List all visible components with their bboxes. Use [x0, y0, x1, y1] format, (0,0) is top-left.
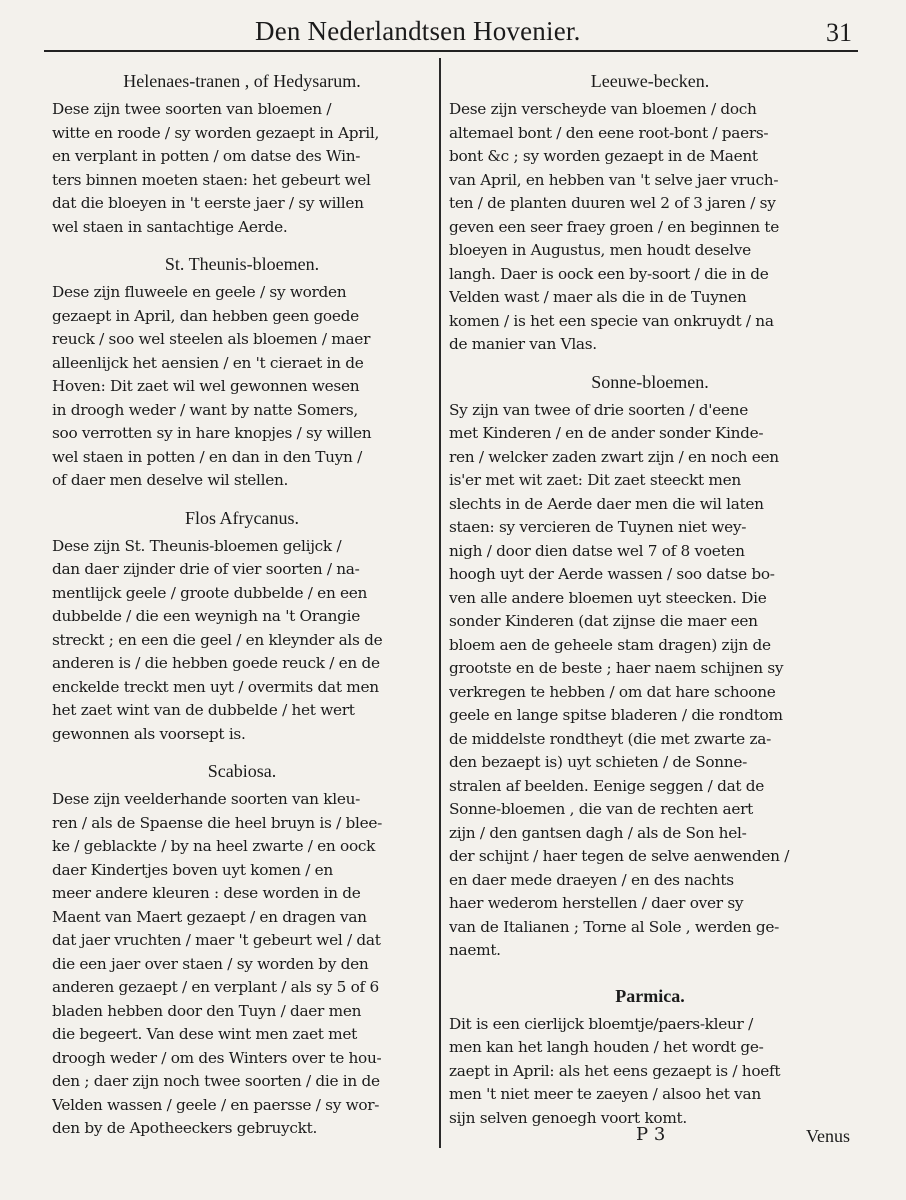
left-column [52, 70, 432, 1141]
text-line: enckelde treckt men uyt / overmits dat men [52, 677, 379, 696]
text-line: met Kinderen / en de ander sonder Kinde- [449, 424, 764, 442]
text-line: is'er met wit zaet: Dit zaet steeckt men [449, 471, 741, 489]
text-line: ven alle andere bloemen uyt steecken. Die [449, 588, 767, 607]
text-line: anderen gezaept / en verplant / als sy 5 of 6 [52, 978, 379, 996]
text-line: verkregen te hebben / om dat hare schoone [449, 682, 776, 701]
text-line: naemt. [449, 941, 501, 959]
text-line: Dit is een cierlijck bloemtje/paers-kleur / [449, 1014, 753, 1033]
text-line: men kan het langh houden / het wordt ge- [449, 1038, 764, 1056]
text-line: dat die bloeyen in 't eerste jaer / sy willen [52, 194, 364, 212]
text-line: geven een seer fraey groen / en beginnen te [449, 217, 780, 236]
text-line: wel staen in santachtige Aerde. [52, 217, 288, 236]
text-line: Dese zijn St. Theunis-bloemen gelijck / [52, 536, 342, 555]
text-line: sonder Kinderen (dat zijnse die maer een [449, 612, 758, 630]
section-parmica [449, 985, 851, 1131]
text-line: dan daer zijnder drie of vier soorten / na- [52, 560, 360, 578]
text-line: haer wederom herstellen / daer over sy [449, 894, 744, 912]
text-line: de manier van Vlas. [449, 335, 597, 353]
text-line: meer andere kleuren : dese worden in de [52, 884, 361, 902]
text-line: Hoven: Dit zaet wil wel gewonnen wesen [52, 377, 360, 395]
section-body [449, 399, 851, 963]
section-helenaes-tranen [52, 70, 432, 239]
text-line: Velden wast / maer als die in de Tuynen [449, 288, 747, 306]
text-line: der schijnt / haer tegen de selve aenwenden / [449, 847, 790, 865]
text-line: dubbelde / die een weynigh na 't Orangie [52, 607, 360, 625]
section-body [52, 535, 432, 747]
text-line: het zaet wint van de dubbelde / het wert [52, 701, 355, 719]
text-line: van April, en hebben van 't selve jaer vruch- [449, 170, 779, 189]
section-body [449, 1013, 851, 1131]
section-heading: Parmica. [615, 985, 685, 1006]
text-line: sijn selven genoegh voort komt. [449, 1108, 687, 1127]
text-line: die begeert. Van dese wint men zaet met [52, 1025, 357, 1043]
text-line: ren / welcker zaden zwart zijn / en noch een [449, 447, 779, 466]
text-line: de middelste rondtheyt (die met zwarte za- [449, 729, 771, 748]
text-line: men 't niet meer te zaeyen / alsoo het van [449, 1085, 761, 1103]
text-line: bloem aen de geheele stam dragen) zijn de [449, 635, 771, 654]
section-body [449, 98, 851, 357]
page-title: Den Nederlandtsen Hovenier. [255, 16, 581, 46]
section-heading: Helenaes-tranen , of Hedysarum. [123, 71, 361, 91]
text-line: alleenlijck het aensien / en 't cieraet in de [52, 353, 364, 372]
right-column [449, 70, 851, 1130]
text-line: ren / als de Spaense die heel bruyn is / blee- [52, 813, 382, 832]
text-line: in droogh weder / want by natte Somers, [52, 400, 358, 419]
text-line: en verplant in potten / om datse des Win- [52, 147, 361, 165]
text-line: gewonnen als voorsept is. [52, 724, 246, 743]
section-body [52, 98, 432, 239]
section-sonne-bloemen [449, 371, 851, 963]
column-divider [439, 58, 441, 1148]
text-line: staen: sy vercieren de Tuynen niet wey- [449, 518, 747, 536]
text-line: Sy zijn van twee of drie soorten / d'eene [449, 400, 748, 419]
text-line: bloeyen in Augustus, men houdt deselve [449, 241, 751, 259]
section-scabiosa [52, 760, 432, 1141]
text-line: dat jaer vruchten / maer 't gebeurt wel / dat [52, 931, 381, 949]
section-flos-afrycanus [52, 507, 432, 747]
text-line: zijn / den gantsen dagh / als de Son hel- [449, 823, 747, 842]
text-line: den bezaept is) uyt schieten / de Sonne- [449, 753, 747, 771]
page-number: 31 [826, 18, 852, 47]
text-line: ters binnen moeten staen: het gebeurt wel [52, 170, 371, 189]
section-heading: Leeuwe-becken. [590, 71, 710, 91]
text-line: bont &c ; sy worden gezaept in de Maent [449, 147, 758, 165]
text-line: van de Italianen ; Torne al Sole , werden ge- [449, 917, 779, 936]
text-line: geele en lange spitse bladeren / die rondtom [449, 706, 783, 724]
section-body [52, 281, 432, 493]
page-footer [600, 1124, 860, 1154]
text-line: bladen hebben door den Tuyn / daer men [52, 1001, 362, 1020]
text-line: Dese zijn veelderhande soorten van kleu- [52, 790, 361, 808]
text-line: Dese zijn fluweele en geele / sy worden [52, 283, 347, 301]
text-line: Sonne-bloemen , die van de rechten aert [449, 800, 753, 818]
header-rule [44, 50, 858, 52]
section-leeuwe-becken [449, 70, 851, 357]
text-line: ke / geblackte / by na heel zwarte / en oock [52, 837, 376, 855]
text-line: slechts in de Aerde daer men die wil laten [449, 494, 764, 513]
text-line: Dese zijn verscheyde van bloemen / doch [449, 100, 757, 118]
text-line: altemael bont / den eene root-bont / paers- [449, 123, 769, 142]
text-line: langh. Daer is oock een by-soort / die in de [449, 264, 769, 283]
section-heading: St. Theunis-bloemen. [164, 254, 320, 274]
section-heading: Scabiosa. [207, 761, 277, 781]
text-line: mentlijck geele / groote dubbelde / en een [52, 583, 368, 602]
text-line: stralen af beelden. Eenige seggen / dat de [449, 776, 765, 795]
text-line: reuck / soo wel steelen als bloemen / maer [52, 330, 371, 348]
text-line: soo verrotten sy in hare knopjes / sy willen [52, 424, 372, 442]
text-line: den ; daer zijn noch twee soorten / die in de [52, 1072, 380, 1090]
text-line: en daer mede draeyen / en des nachts [449, 870, 734, 889]
text-line: die een jaer over staen / sy worden by den [52, 954, 369, 973]
text-line: grootste en de beste ; haer naem schijnen sy [449, 659, 784, 677]
text-line: Maent van Maert gezaept / en dragen van [52, 907, 367, 926]
section-st-theunis-bloemen [52, 253, 432, 493]
text-line: nigh / door dien datse wel 7 of 8 voeten [449, 541, 745, 560]
text-line: droogh weder / om des Winters over te hou- [52, 1048, 382, 1067]
section-heading: Flos Afrycanus. [185, 507, 299, 528]
text-line: den by de Apotheeckers gebruyckt. [52, 1119, 318, 1137]
running-head [0, 12, 906, 52]
text-line: anderen is / die hebben goede reuck / en de [52, 654, 380, 672]
text-line: Dese zijn twee soorten van bloemen / [52, 100, 332, 118]
text-line: ten / de planten duuren wel 2 of 3 jaren / sy [449, 194, 776, 212]
text-line: hoogh uyt der Aerde wassen / soo datse bo- [449, 565, 775, 583]
text-line: daer Kindertjes boven uyt komen / en [52, 860, 333, 879]
catchword: Venus [806, 1126, 850, 1146]
section-body [52, 788, 432, 1141]
text-line: zaept in April: als het eens gezaept is / hoeft [449, 1061, 781, 1080]
text-line: witte en roode / sy worden gezaept in April, [52, 123, 380, 142]
text-line: gezaept in April, dan hebben geen goede [52, 306, 359, 325]
text-line: Velden wassen / geele / en paersse / sy wor- [52, 1095, 380, 1114]
text-line: of daer men deselve wil stellen. [52, 471, 289, 489]
text-line: komen / is het een specie van onkruydt / na [449, 311, 774, 330]
text-line: wel staen in potten / en dan in den Tuyn / [52, 447, 362, 466]
section-heading: Sonne-bloemen. [591, 371, 709, 392]
signature-mark: P 3 [636, 1124, 666, 1145]
text-line: streckt ; en een die geel / en kleynder als de [52, 630, 383, 649]
